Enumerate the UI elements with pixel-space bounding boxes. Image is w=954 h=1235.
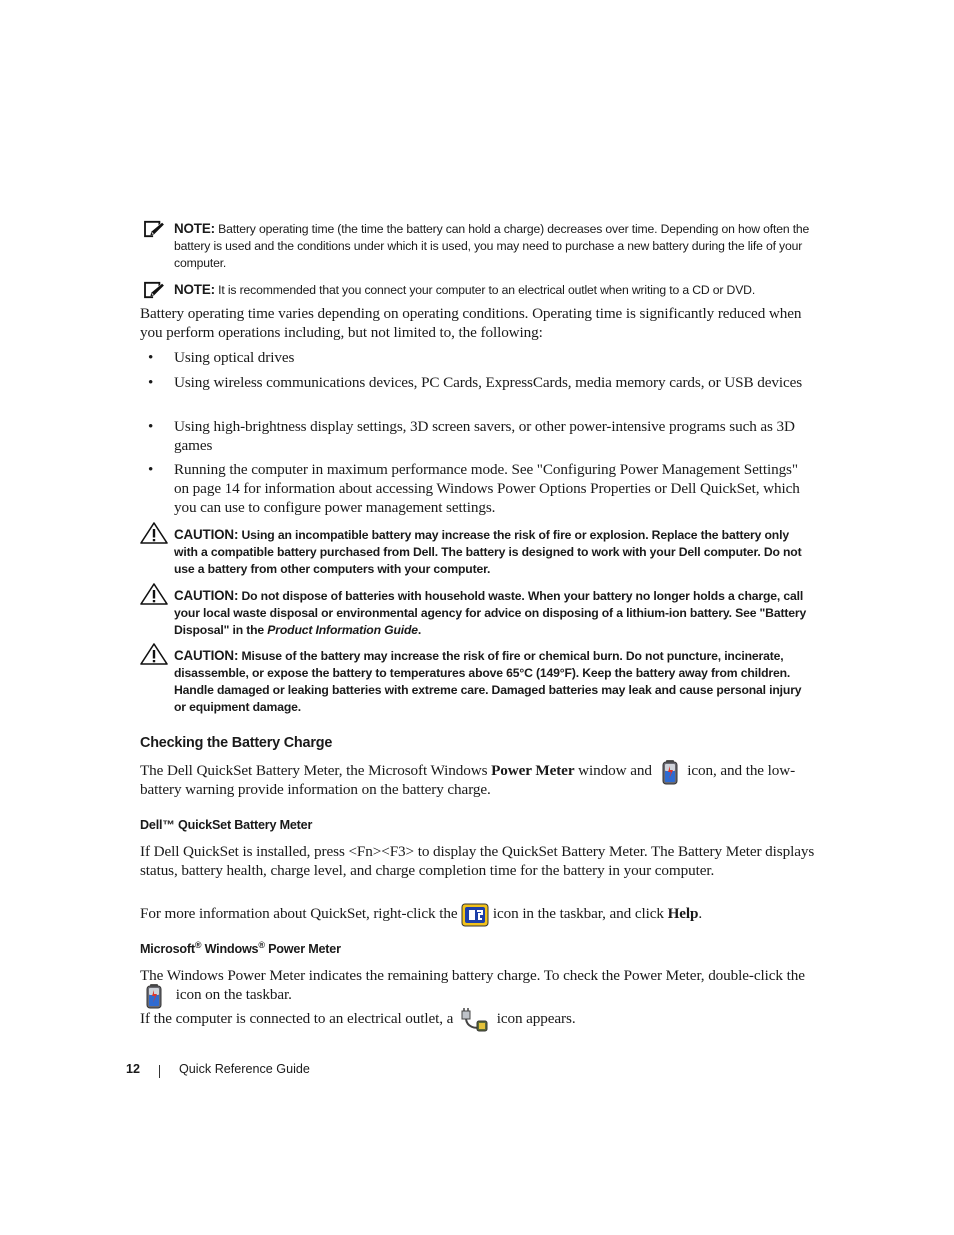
bullet-dot: • [148, 349, 154, 366]
caution-block [140, 526, 815, 578]
heading-part: Power Meter [264, 942, 341, 957]
caution-italic-title: Product Information Guide [267, 623, 418, 637]
footer-divider [159, 1065, 160, 1078]
page-footer [126, 1062, 310, 1076]
section-heading: Checking the Battery Charge [140, 735, 333, 751]
outlet-paragraph [140, 1009, 815, 1028]
caution-text-end: . [417, 623, 422, 637]
text-span: icon on the taskbar. [172, 986, 292, 1003]
note-pencil-icon [143, 281, 165, 299]
caution-label: CAUTION: [174, 588, 239, 603]
text-span: . [698, 905, 703, 922]
note-pencil-icon [143, 220, 165, 238]
bullet-dot: • [148, 374, 154, 391]
list-item [140, 373, 815, 392]
subsection-heading [140, 940, 341, 956]
caution-label: CAUTION: [174, 527, 239, 542]
list-item-text: Using high-brightness display settings, 3D screen savers, or other power-intensive programs such as 3D games [174, 418, 795, 454]
caution-text: Misuse of the battery may increase the risk of fire or chemical burn. Do not puncture, incinerate, disassemble, or expose the battery to temperatures above 65°C (149°F). Keep the battery away from children. Handle damaged or leaking batteries with extreme care. Damaged batteries may leak and cause personal injury or equipment damage. [174, 649, 802, 714]
heading-part: Microsoft [140, 942, 195, 957]
note-label: NOTE: [174, 282, 215, 297]
text-span: If the computer is connected to an electrical outlet, a [140, 1010, 457, 1027]
footer-title: Quick Reference Guide [179, 1062, 310, 1076]
quickset-icon [461, 902, 489, 928]
bullet-dot: • [148, 461, 154, 478]
heading-part: Windows [201, 942, 259, 957]
power-meter-paragraph [140, 966, 815, 1004]
note-block [140, 220, 815, 272]
caution-label: CAUTION: [174, 648, 239, 663]
subsection-heading: Dell™ QuickSet Battery Meter [140, 818, 313, 832]
caution-block [140, 647, 815, 716]
power-meter-bold: Power Meter [491, 762, 575, 779]
caution-triangle-icon [140, 643, 168, 665]
power-plug-icon [459, 1007, 489, 1033]
quickset-paragraph: If Dell QuickSet is installed, press <Fn><F3> to display the QuickSet Battery Meter. The Battery Meter displays status, battery health, charge level, and charge completion time for the battery in your computer. [140, 843, 815, 879]
help-bold: Help [667, 905, 699, 922]
note-label: NOTE: [174, 221, 215, 236]
caution-text: Using an incompatible battery may increase the risk of fire or explosion. Replace the battery only with a compatible battery purchased from Dell. The battery is designed to work with your Dell computer. Do not use a battery from other computers with your computer. [174, 528, 802, 576]
text-span: The Dell QuickSet Battery Meter, the Microsoft Windows [140, 762, 492, 779]
note-block [140, 281, 815, 299]
caution-triangle-icon [140, 583, 168, 605]
list-item [140, 348, 815, 367]
list-item [140, 460, 815, 517]
note-text: Battery operating time (the time the battery can hold a charge) decreases over time. Depending on how often the battery is used and the conditions under which it is used, you may need to purchase a new battery during the life of your computer. [174, 222, 810, 270]
registered-mark: ® [194, 940, 202, 950]
text-span: window and [574, 762, 656, 779]
text-span: For more information about QuickSet, right-click the [140, 905, 462, 922]
bullet-dot: • [148, 418, 154, 435]
section-paragraph [140, 761, 815, 799]
text-span: The Windows Power Meter indicates the remaining battery charge. To check the Power Meter, double-click the [140, 967, 805, 984]
quickset-help-paragraph [140, 904, 815, 923]
registered-mark: ® [258, 940, 265, 950]
page-number: 12 [126, 1062, 141, 1076]
caution-triangle-icon [140, 522, 168, 544]
text-span: icon in the taskbar, and click [489, 905, 668, 922]
note-text: It is recommended that you connect your computer to an electrical outlet when writing to a CD or DVD. [214, 283, 756, 297]
text-span: icon, and the low-battery warning provide information on the battery charge. [140, 762, 796, 798]
battery-icon [660, 759, 680, 785]
caution-block [140, 587, 815, 639]
list-item [140, 417, 815, 455]
caution-text: Do not dispose of batteries with household waste. When your battery no longer holds a charge, call your local waste disposal or environmental agency for advice on disposing of a lithium-ion battery. See "Battery Disposal" in the [174, 589, 807, 637]
list-item-text: Using wireless communications devices, PC Cards, ExpressCards, media memory cards, or USB devices [174, 374, 803, 391]
list-item-text: Running the computer in maximum performance mode. See "Configuring Power Management Settings" on page 14 for information about accessing Windows Power Options Properties or Dell QuickSet, which you can use to configure power management settings. [174, 461, 800, 516]
intro-paragraph: Battery operating time varies depending on operating conditions. Operating time is significantly reduced when you perform operations including, but not limited to, the following: [140, 305, 802, 341]
list-item-text: Using optical drives [174, 349, 295, 366]
text-span: icon appears. [493, 1010, 576, 1027]
battery-icon [144, 983, 164, 1009]
